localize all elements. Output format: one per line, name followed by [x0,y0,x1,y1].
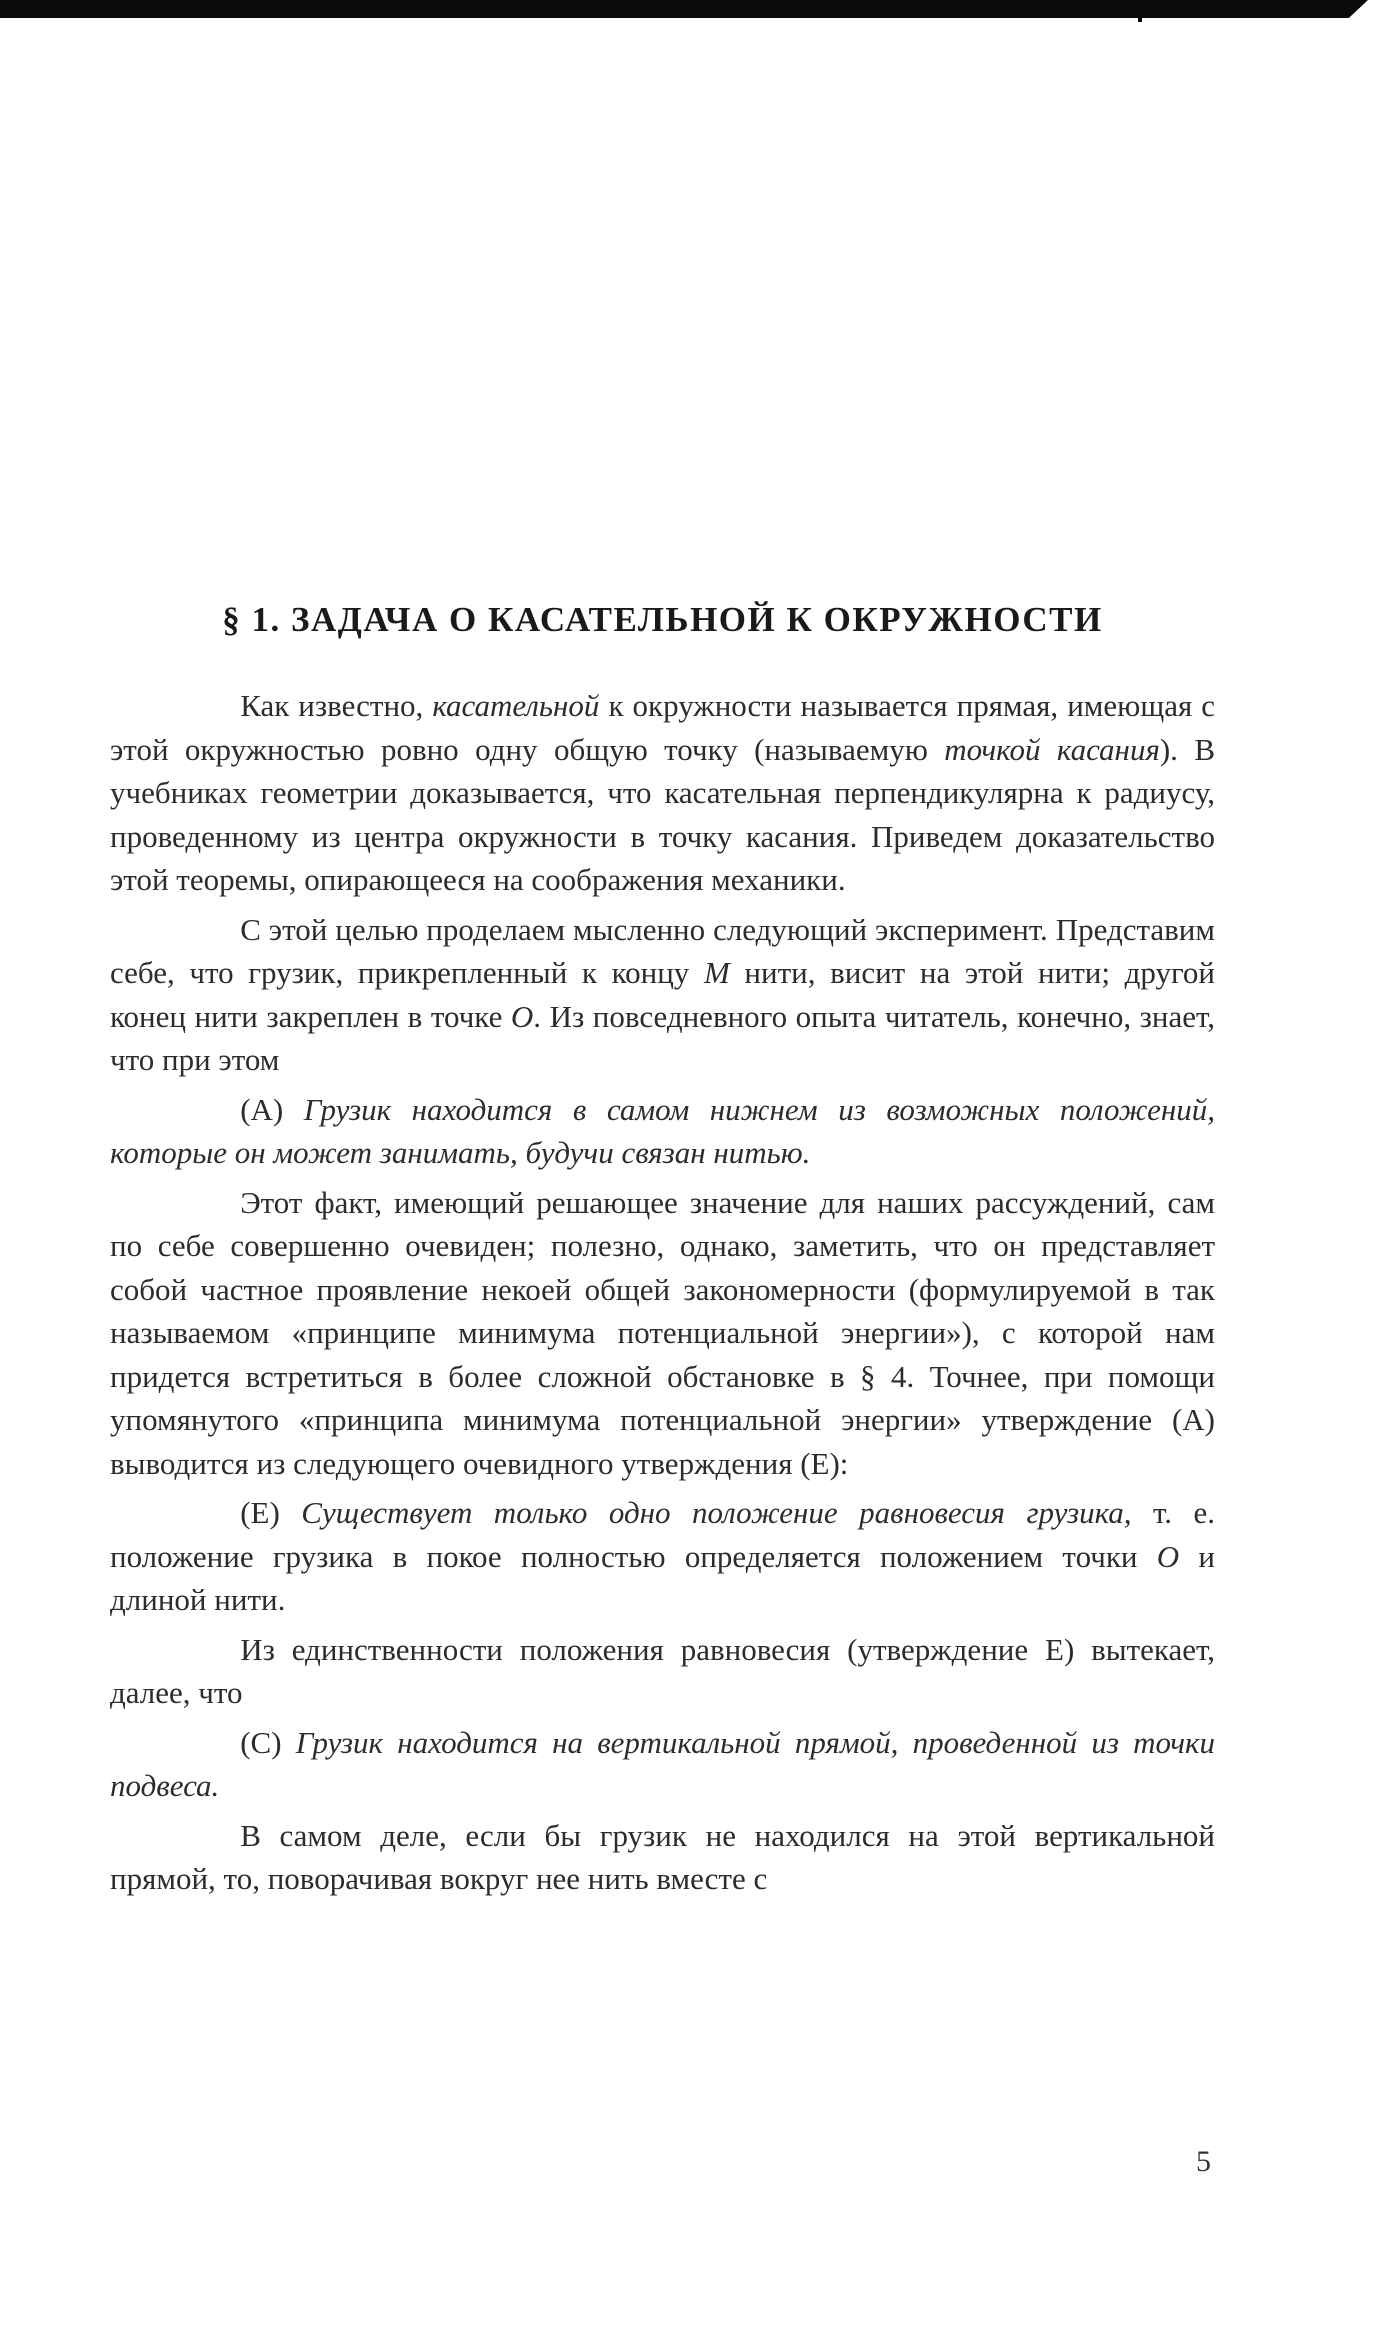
statement-e-point-o: О [1156,1538,1180,1574]
p1-text-2: к окружности называется прямая, имеющая с этой окружностью ровно одну общую точку (называемую [110,688,1216,767]
point-o: О [510,998,534,1034]
paragraph-uniqueness [110,1628,1215,1715]
term-tangent: касательной [432,688,600,723]
statement-c [110,1721,1215,1808]
statement-a [110,1088,1215,1175]
p3-text: Этот факт, имеющий решающее значение для наших рассуждений, сам по себе совершенно очевиден; полезно, однако, заметить, что он представляет собой частное проявление некоей общей закономерности (формулируемой в так называемом «принципе минимума потенциальной энергии»), с которой нам придется встретиться в более сложной обстановке в § 4. Точнее, при помощи упомянутого «принципа минимума потенциальной энергии» утверждение (А) выводится из следующего очевидного утверждения (Е): [110,1184,1215,1481]
statement-a-label: (А) [240,1091,304,1127]
paragraph-principle [110,1181,1215,1486]
statement-a-text: Грузик находится в самом нижнем из возможных положений, которые он может занимать, будучи связан нитью. [110,1091,1215,1170]
p2-text-2: нити, висит на этой нити; другой конец нити закреплен в точке [110,955,1215,1034]
p4-text: Из единственности положения равновесия (утверждение Е) вытекает, далее, что [110,1631,1215,1710]
statement-e-italic: Существует только одно положение равновесия грузика, [301,1495,1132,1530]
statement-e-text-2: и длиной нити. [110,1538,1215,1617]
scan-edge-notch [1138,0,1142,22]
section-heading: § 1. ЗАДАЧА О КАСАТЕЛЬНОЙ К ОКРУЖНОСТИ [222,600,1103,639]
paragraph-experiment [110,908,1215,1082]
statement-c-label: (С) [240,1724,296,1760]
p5-text: В самом деле, если бы грузик не находился на этой вертикальной прямой, то, поворачивая вокруг нее нить вместе с [110,1817,1215,1896]
p1-text-3: ). В учебниках геометрии доказывается, что касательная перпендикулярна к радиусу, проведенному из центра окружности в точку касания. Приведем доказательство этой теоремы, опирающееся на соображения механики. [110,731,1216,897]
p2-text-3: . Из повседневного опыта читатель, конечно, знает, что при этом [110,998,1215,1077]
p2-text-1: С этой целью проделаем мысленно следующий эксперимент. Представим себе, что грузик, прикрепленный к концу [110,911,1215,990]
statement-c-text: Грузик находится на вертикальной прямой, проведенной из точки подвеса. [110,1724,1215,1803]
paragraph-definition [110,684,1215,902]
term-tangent-point: точкой касания [944,731,1160,767]
statement-e-label: (Е) [240,1495,302,1530]
statement-e-text-1: т. е. положение грузика в покое полностью определяется положением точки [110,1495,1215,1574]
statement-e [110,1491,1215,1622]
scan-edge-bar [0,0,1368,18]
p1-text-1: Как известно, [240,688,433,723]
point-m: М [703,955,730,990]
page-number: 5 [1196,2145,1211,2178]
paragraph-proof [110,1814,1215,1901]
page-body [110,600,1215,1907]
